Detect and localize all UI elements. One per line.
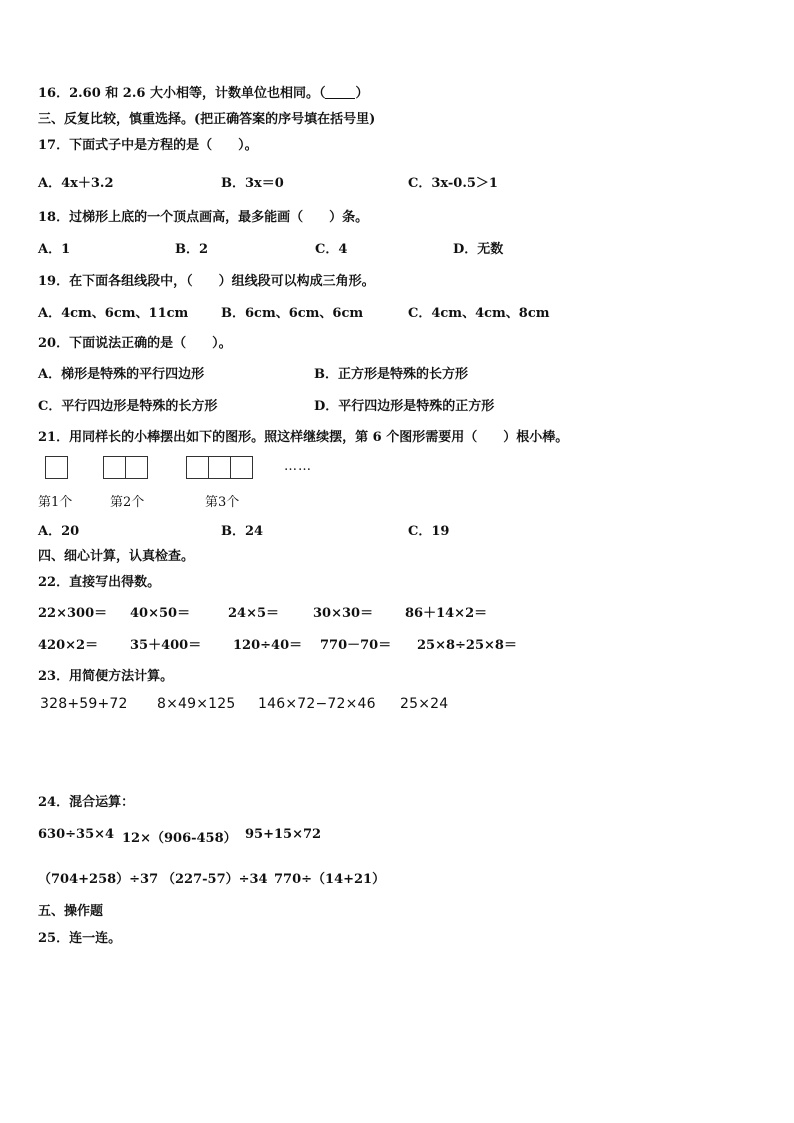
question-24-stem: 24．混合运算： [38,795,135,810]
q18-option-b[interactable]: B．2 [175,242,209,257]
q24-item: （227-57）÷34 [162,872,268,887]
q18-option-c[interactable]: C．4 [315,242,348,257]
q24-item: 770÷（14+21） [274,872,386,887]
figure-2-label: 第2个 [110,495,145,510]
q22-item: 35＋400＝ [130,638,202,653]
q19-option-c[interactable]: C．4cm、4cm、8cm [408,306,550,321]
q22-item: 120÷40＝ [233,638,303,653]
figure-2-squares [103,456,148,480]
q17-option-a[interactable]: A．4x＋3.2 [38,176,114,191]
square-shape [103,456,126,479]
question-20-stem: 20．下面说法正确的是（ ）。 [38,336,232,351]
q19-option-a[interactable]: A．4cm、6cm、11cm [38,306,189,321]
q21-option-a[interactable]: A．20 [38,524,80,539]
square-shape [186,456,209,479]
question-16-close: ） [355,86,369,101]
figure-1-label: 第1个 [38,495,73,510]
question-23-stem: 23．用简便方法计算。 [38,669,174,684]
q23-item: 146×72−72×46 [258,696,376,712]
q23-item: 328+59+72 [40,696,128,712]
section-5-heading: 五、操作题 [38,904,104,919]
q18-option-d[interactable]: D．无数 [453,242,504,257]
q20-option-d[interactable]: D．平行四边形是特殊的正方形 [314,399,495,414]
question-16-text: 16．2.60 和 2.6 大小相等，计数单位也相同。（ [38,86,326,101]
q22-item: 420×2＝ [38,638,99,653]
q20-option-c[interactable]: C．平行四边形是特殊的长方形 [38,399,218,414]
q23-item: 25×24 [400,696,449,712]
question-19-stem: 19．在下面各组线段中，（ ）组线段可以构成三角形。 [38,274,375,289]
q22-item: 86＋14×2＝ [405,606,488,621]
q20-option-b[interactable]: B．正方形是特殊的长方形 [314,367,468,382]
continuation-dots: …… [284,459,312,474]
q22-item: 770－70＝ [320,638,392,653]
q22-item: 25×8÷25×8＝ [417,638,517,653]
question-18-stem: 18．过梯形上底的一个顶点画高，最多能画（ ）条。 [38,210,369,225]
q24-item: （704+258）÷37 [38,872,159,887]
q19-option-b[interactable]: B．6cm、6cm、6cm [221,306,364,321]
square-shape [230,456,253,479]
figure-3-squares [186,456,253,480]
q22-item: 24×5＝ [228,606,280,621]
q24-item: 95+15×72 [245,827,322,842]
q24-item: 12×（906-458） [122,831,237,846]
answer-blank[interactable] [325,86,355,99]
question-22-stem: 22．直接写出得数。 [38,575,161,590]
q18-option-a[interactable]: A．1 [38,242,71,257]
q20-option-a[interactable]: A．梯形是特殊的平行四边形 [38,367,205,382]
square-shape [208,456,231,479]
q17-option-b[interactable]: B．3x＝0 [221,176,284,191]
square-shape [45,456,68,479]
question-25-stem: 25．连一连。 [38,931,122,946]
figure-1-squares [45,456,68,480]
q21-option-b[interactable]: B．24 [221,524,264,539]
section-3-heading: 三、反复比较，慎重选择。(把正确答案的序号填在括号里) [38,112,376,127]
question-16 [38,82,368,101]
square-shape [125,456,148,479]
q21-option-c[interactable]: C．19 [408,524,450,539]
q23-item: 8×49×125 [157,696,236,712]
question-21-stem: 21．用同样长的小棒摆出如下的图形。照这样继续摆，第 6 个图形需要用（ ）根小棒。 [38,430,569,445]
q22-item: 40×50＝ [130,606,191,621]
q22-item: 22×300＝ [38,606,108,621]
q24-item: 630÷35×4 [38,827,115,842]
q22-item: 30×30＝ [313,606,374,621]
question-17-stem: 17．下面式子中是方程的是（ ）。 [38,138,258,153]
q17-option-c[interactable]: C．3x-0.5＞1 [408,176,498,191]
figure-3-label: 第3个 [205,495,240,510]
section-4-heading: 四、细心计算，认真检查。 [38,549,195,564]
